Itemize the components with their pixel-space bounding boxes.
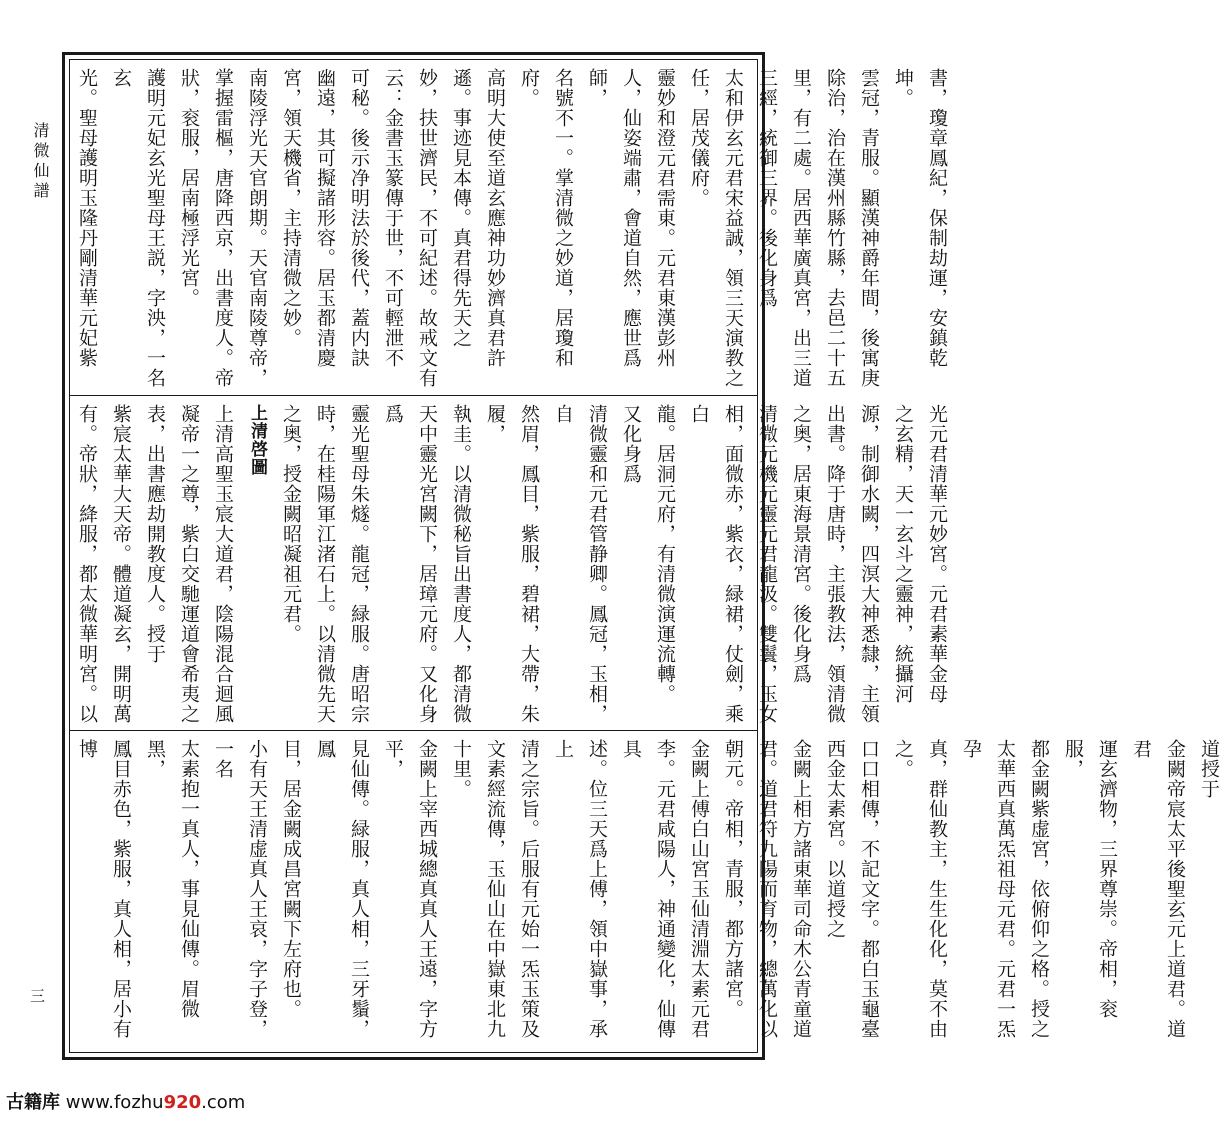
text-column: 幽遠，其可擬諸形容。居玉都清慶 bbox=[314, 68, 336, 368]
vertical-text-bottom bbox=[70, 731, 1232, 1052]
text-column: 君。道君符九陽而育物，總萬化以 bbox=[756, 739, 778, 1039]
text-column: 金闕上傅白山宮玉仙清淵太素元君 bbox=[688, 739, 710, 1039]
site-name: 古籍库 bbox=[6, 1092, 60, 1113]
watermark-footer bbox=[6, 1088, 245, 1114]
text-column: 述。位三天爲上傅，領中嶽事，承上 bbox=[552, 739, 608, 1039]
text-column: 光元君清華元妙宮。元君素華金母 bbox=[926, 404, 948, 704]
page-number: 三 bbox=[30, 987, 46, 1005]
text-column: 太華西真萬炁祖母元君。元君一炁孕 bbox=[960, 739, 1016, 1039]
text-column: 運玄濟物，三界尊崇。帝相，衮服， bbox=[1062, 739, 1118, 1019]
text-column: 鳳目赤色，紫服，真人相，居小有博 bbox=[76, 739, 132, 1039]
book-title-margin: 清微仙譜 bbox=[31, 122, 50, 202]
text-column: 上清高聖玉宸大道君，陰陽混合迴風 bbox=[212, 404, 234, 724]
text-column: 十里。 bbox=[450, 739, 472, 799]
text-column: 李。元君咸陽人，神通變化，仙傳具 bbox=[620, 739, 676, 1039]
text-column: 龍。居洞元府，有清微演運流轉。 bbox=[654, 404, 676, 704]
text-column: 紫宸太華大天帝。體道凝玄，開明萬 bbox=[110, 404, 132, 724]
text-column: 金闕上相方諸東華司命木公青童道 bbox=[790, 739, 812, 1039]
text-column: 文素經流傳，玉仙山在中嶽東北九 bbox=[484, 739, 506, 1039]
text-column: 都金闕紫虚宮，依俯仰之格。授之 bbox=[1028, 739, 1050, 1039]
text-column: 真，群仙教主，生生化化，莫不由之。 bbox=[892, 739, 948, 1039]
text-column: 目，居金闕成昌宮闕下左府也。 bbox=[280, 739, 302, 1019]
text-column: 之奥，居東海景清宮。後化身爲 bbox=[790, 404, 812, 684]
page-frame bbox=[62, 52, 1220, 1060]
text-column: 宮，領天機省，主持清微之妙。 bbox=[280, 68, 302, 348]
text-column: 太和伊玄元君宋益誠，領三天演教之 bbox=[722, 68, 744, 388]
text-column: 太素抱一真人，事見仙傳。眉微黑， bbox=[144, 739, 200, 1019]
text-column: 清微元機元靈元君龍汲。雙鬟，玉女 bbox=[756, 404, 778, 724]
text-column: 執圭。以清微秘旨出書度人，都清微 bbox=[450, 404, 472, 724]
text-block bbox=[69, 59, 1220, 1053]
vertical-text-middle bbox=[70, 396, 960, 730]
text-column: 之奥，授金闕昭凝祖元君。 bbox=[280, 404, 302, 644]
text-column: 清微靈和元君管静卿。鳳冠，玉相，自 bbox=[552, 404, 608, 724]
text-column: 靈光聖母朱燧。龍冠，緑服。唐昭宗 bbox=[348, 404, 370, 724]
text-column: 小有天王清虚真人王哀，字子登，一名 bbox=[212, 739, 268, 1039]
text-column: 見仙傳。緑服，真人相，三牙鬚，鳳 bbox=[314, 739, 370, 1039]
text-column: 高明大使至道玄應神功妙濟真君許 bbox=[484, 68, 506, 368]
text-column: 時，在桂陽軍江渚石上。以清微先天 bbox=[314, 404, 336, 724]
text-column: 又化身爲 bbox=[620, 404, 642, 484]
text-column: 遜。事迹見本傳。真君得先天之 bbox=[450, 68, 472, 348]
text-column: 爲 bbox=[382, 404, 404, 424]
text-column: 狀，衮服，居南極浮光宮。 bbox=[178, 68, 200, 308]
site-url-prefix: www.fozhu bbox=[65, 1092, 164, 1113]
site-url-number: 920 bbox=[163, 1092, 202, 1113]
text-column: 朝元。帝相，青服，都方諸宮。 bbox=[722, 739, 744, 1019]
vertical-text-top bbox=[70, 60, 960, 394]
text-column: 道授于 bbox=[1198, 739, 1220, 799]
text-column: 南陵浮光天官朗期。天官南陵尊帝， bbox=[246, 68, 268, 388]
text-column: 云：金書玉篆傳于世，不可輕泄不 bbox=[382, 68, 404, 368]
text-column: 表，出書應劫開教度人。授于 bbox=[144, 404, 166, 664]
text-column: 除治，治在漢州縣竹縣，去邑二十五 bbox=[824, 68, 846, 388]
text-column: 然眉，鳳目，紫服，碧裙，大帶，朱履， bbox=[484, 404, 540, 724]
text-column: 凝帝一之尊，紫白交馳運道會希夷之 bbox=[178, 404, 200, 724]
text-column: 天中靈光宮闕下，居璋元府。又化身 bbox=[416, 404, 438, 724]
text-column: 妙，扶世濟民，不可紀述。故戒文有 bbox=[416, 68, 438, 388]
text-column: 口口相傳，不記文字。都白玉龜臺 bbox=[858, 739, 880, 1039]
text-column: 里，有二處。居西華廣真宮，出三道 bbox=[790, 68, 812, 388]
text-column: 可秘。後示净明法於後代，蓋内訣 bbox=[348, 68, 370, 368]
section-heading: 上清啓圖 bbox=[247, 404, 267, 476]
text-column: 名號不一。掌清微之妙道，居瓊和 bbox=[552, 68, 574, 368]
text-column: 人，仙姿端肅，會道自然，應世爲師， bbox=[586, 68, 642, 368]
text-column: 之玄精，天一玄斗之靈神，統攝河 bbox=[892, 404, 914, 704]
text-column: 光。聖母護明玉隆丹剛清華元妃紫 bbox=[76, 68, 98, 368]
text-column: 掌握雷樞，唐降西京，出書度人。帝 bbox=[212, 68, 234, 388]
text-column: 相，面微赤，紫衣，緑裙，仗劍，乘白 bbox=[688, 404, 744, 724]
text-column: 護明元妃玄光聖母王説，字泱，一名玄 bbox=[110, 68, 166, 388]
text-column: 有。帝狀，絳服，都太微華明宮。以 bbox=[76, 404, 98, 724]
text-band-middle bbox=[70, 395, 948, 730]
text-column: 府。 bbox=[518, 68, 540, 108]
text-column: 金闕帝宸太平後聖玄元上道君。道君 bbox=[1130, 739, 1186, 1039]
text-column: 任，居茂儀府。 bbox=[688, 68, 710, 208]
text-band-bottom bbox=[70, 730, 1220, 1052]
text-column: 三經，統御三界。後化身爲 bbox=[756, 68, 778, 308]
text-column: 書，瓊章鳳紀，保制劫運，安鎮乾坤。 bbox=[892, 68, 948, 368]
text-column: 靈妙和澄元君需東。元君東漢彭州 bbox=[654, 68, 676, 368]
text-column: 雲冠，青服。顯漢神爵年間，後寓庚 bbox=[858, 68, 880, 388]
site-url-suffix: .com bbox=[201, 1092, 246, 1113]
text-column: 源，制御水闕，四溟大神悉隸，主領 bbox=[858, 404, 880, 724]
text-band-top bbox=[70, 60, 948, 394]
text-column: 出書。降于唐時，主張教法，領清微 bbox=[824, 404, 846, 724]
text-column: 清之宗旨。后服有元始一炁玉策及 bbox=[518, 739, 540, 1039]
text-column: 西金太素宮。以道授之 bbox=[824, 739, 846, 939]
text-column: 金闕上宰西城總真真人王遠，字方平， bbox=[382, 739, 438, 1039]
